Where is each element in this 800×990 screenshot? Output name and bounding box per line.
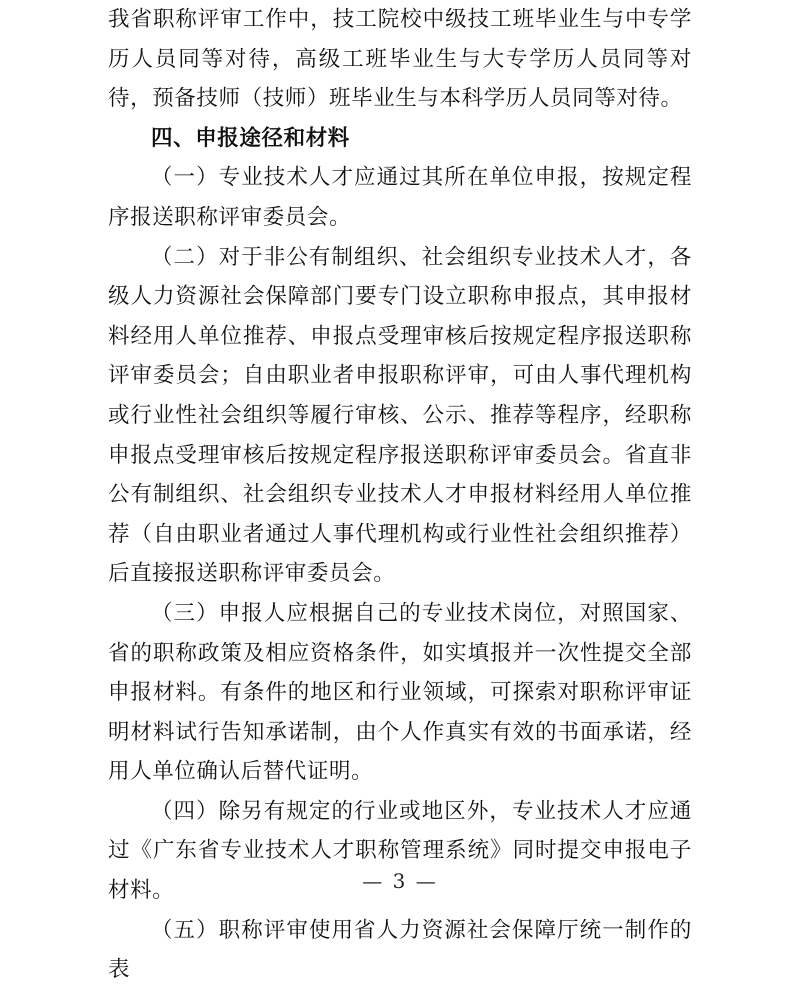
page-number: — 3 — (362, 869, 438, 893)
paragraph-item-4: （四）除另有规定的行业或地区外，专业技术人才应通过《广东省专业技术人才职称管理系统》同时提交申报电子材料。 (108, 798, 692, 904)
section-heading-4: 四、申报途径和材料 (151, 125, 350, 151)
paragraph-continuation: 我省职称评审工作中，技工院校中级技工班毕业生与中专学历人员同等对待，高级工班毕业生与大专学历人员同等对待，预备技师（技师）班毕业生与本科学历人员同等对待。 (108, 7, 692, 112)
paragraph-item-5: （五）职称评审使用省人力资源社会保障厅统一制作的表 (108, 917, 692, 983)
paragraph-item-2: （二）对于非公有制组织、社会组织专业技术人才，各级人力资源社会保障部门要专门设立职称申报点，其申报材料经用人单位推荐、申报点受理审核后按规定程序报送职称评审委员会；自由职业者申报职称评审，可由人事代理机构或行业性社会组织等履行审核、公示、推荐等程序，经职称申报点受理审核后按规定程序报送职称评审委员会。省直非公有制组织、社会组织专业技术人才申报材料经用人单位推荐（自由职业者通过人事代理机构或行业性社会组织推荐）后直接报送职称评审委员会。 (108, 244, 692, 587)
document-body (108, 0, 692, 990)
paragraph-item-1: （一）专业技术人才应通过其所在单位申报，按规定程序报送职称评审委员会。 (108, 165, 692, 230)
paragraph-item-3: （三）申报人应根据自己的专业技术岗位，对照国家、省的职称政策及相应资格条件，如实填报并一次性提交全部申报材料。有条件的地区和行业领域，可探索对职称评审证明材料试行告知承诺制，由个人作真实有效的书面承诺，经用人单位确认后替代证明。 (108, 600, 692, 785)
